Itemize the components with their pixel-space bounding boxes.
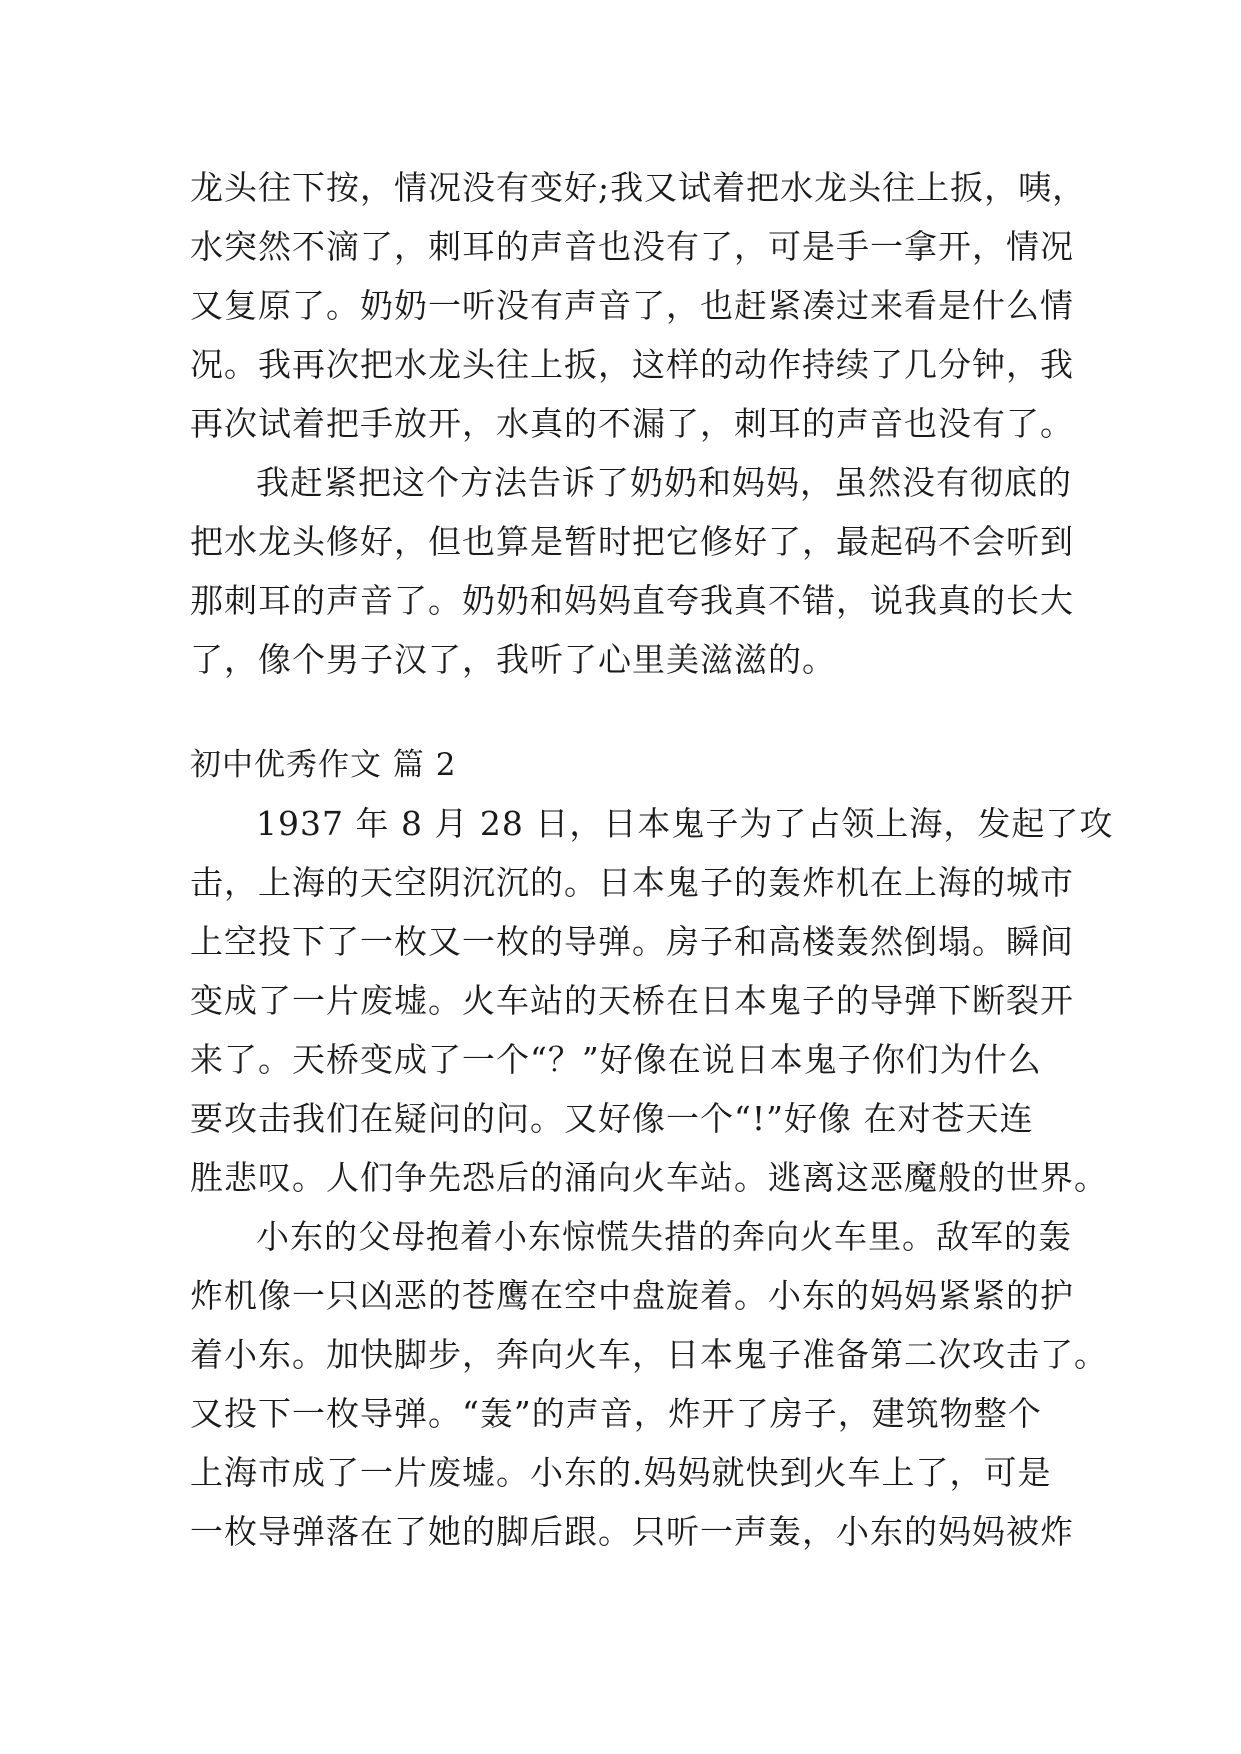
para3-line-7: 胜悲叹。人们争先恐后的涌向火车站。逃离这恶魔般的世界。 xyxy=(190,1158,1108,1197)
para3-line-2: 击，上海的天空阴沉沉的。日本鬼子的轰炸机在上海的城市 xyxy=(190,863,1074,902)
para3-line-4: 变成了一片废墟。火车站的天桥在日本鬼子的导弹下断裂开 xyxy=(190,981,1074,1020)
para1-line-2: 水突然不滴了，刺耳的声音也没有了，可是手一拿开，情况 xyxy=(190,227,1074,266)
para3-line-5: 来了。天桥变成了一个“？”好像在说日本鬼子你们为什么 xyxy=(190,1040,1042,1079)
para4-line-6: 一枚导弹落在了她的脚后跟。只听一声轰，小东的妈妈被炸 xyxy=(190,1512,1074,1551)
para2-line-1: 我赶紧把这个方法告诉了奶奶和妈妈，虽然没有彻底的 xyxy=(256,463,1072,502)
para4-line-3: 着小东。加快脚步，奔向火车，日本鬼子准备第二次攻击了。 xyxy=(190,1335,1108,1374)
para3-line-6: 要攻击我们在疑问的问。又好像一个“!”好像 在对苍天连 xyxy=(190,1099,1034,1138)
para2-line-2: 把水龙头修好，但也算是暂时把它修好了，最起码不会听到 xyxy=(190,522,1074,561)
para2-line-3: 那刺耳的声音了。奶奶和妈妈直夸我真不错，说我真的长大 xyxy=(190,581,1074,620)
para4-line-1: 小东的父母抱着小东惊慌失措的奔向火车里。敌军的轰 xyxy=(256,1217,1072,1256)
para3-line-3: 上空投下了一枚又一枚的导弹。房子和高楼轰然倒塌。瞬间 xyxy=(190,922,1074,961)
para1-line-3: 又复原了。奶奶一听没有声音了，也赶紧凑过来看是什么情 xyxy=(190,286,1074,325)
para4-line-4: 又投下一枚导弹。“轰”的声音，炸开了房子，建筑物整个 xyxy=(190,1394,1042,1433)
para1-line-4: 况。我再次把水龙头往上扳，这样的动作持续了几分钟，我 xyxy=(190,345,1074,384)
para2-line-4: 了，像个男子汉了，我听了心里美滋滋的。 xyxy=(190,640,836,679)
para1-line-5: 再次试着把手放开，水真的不漏了，刺耳的声音也没有了。 xyxy=(190,404,1074,443)
section-heading: 初中优秀作文 篇 2 xyxy=(190,747,457,783)
para3-line-1: 1937 年 8 月 28 日，日本鬼子为了占领上海，发起了攻 xyxy=(256,804,1114,843)
para4-line-2: 炸机像一只凶恶的苍鹰在空中盘旋着。小东的妈妈紧紧的护 xyxy=(190,1276,1074,1315)
para1-line-1: 龙头往下按，情况没有变好;我又试着把水龙头往上扳，咦， xyxy=(190,168,1087,207)
para4-line-5: 上海市成了一片废墟。小东的.妈妈就快到火车上了，可是 xyxy=(190,1453,1052,1492)
